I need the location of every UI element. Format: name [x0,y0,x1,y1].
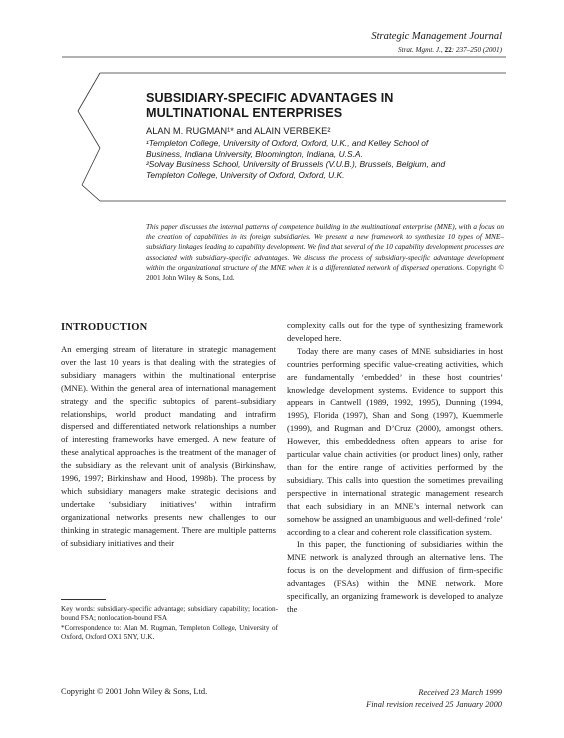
body-column-right [287,319,503,616]
paragraph: In this paper, the functioning of subsidiaries within the MNE network is analyzed through an alternative lens. The focus is on the development and diffusion of firm-specific advantages (FSAs) within the MNE network. More specifically, an organizing framework is developed to analyze the [287,539,503,614]
author-list: ALAN M. RUGMAN¹* and ALAIN VERBEKE² [146,126,331,136]
affiliation-line: Business, Indiana University, Bloomington, Indiana, U.S.A. [146,148,363,159]
header-chevron-lower-a [82,148,100,185]
affiliations [146,138,506,180]
citation-suffix: : 237–250 (2001) [451,46,502,54]
paragraph: An emerging stream of literature in strategic management over the last 10 years is that dealing with the strategies of subsidiary managers within the multinational enterprise (MNE). Within the general area of international management strategy and the specific subtopics of parent–subsidiary relationships, world product mandating and intrafirm dispersed and differentiated network relationships a number of interesting frameworks have emerged. A new feature of these analytical approaches is the treatment of the manager of the subsidiary as the relevant unit of analysis (Birkinshaw, 1996, 1997; Birkinshaw and Hood, 1998b). The process by which subsidiary managers make strategic decisions and undertake ‘subsidiary initiatives’ within intrafirm organizational networks presents new challenges to our thinking in strategic management. There are multiple patterns of subsidiary initiatives and their [61,344,276,548]
article-title [146,91,506,121]
paragraph: Today there are many cases of MNE subsidiaries in host countries performing specific value-creating activities, which are fundamentally ‘embedded’ in these host countries’ knowledge development systems. Evidence to support this appears in Cantwell (1989, 1992, 1995), Dunning (1994, 1995), Florida (1997), Shan and Song (1997), Kuemmerle (1999), and Rugman and D’Cruz (2000), amongst others. However, this embeddedness often appears to arise for particular value chain activities (or product lines) only, rather than for the entire range of activities performed by the subsidiary. This calls into question the sometimes prevailing perspective in international strategic management research that each subsidiary in an MNE’s internal network can somehow be assigned an unambiguous and well-defined ‘role’ according to a clear and coherent role classification system. [287,345,503,537]
header-chevron-upper-b [78,111,100,148]
affiliation-line: Templeton College, University of Oxford, Oxford, U.K. [146,169,345,180]
affiliation-line: ¹Templeton College, University of Oxford, Oxford, U.K., and Kelley School of [146,138,429,148]
keywords-footnote: Key words: subsidiary-specific advantage; subsidiary capability; location-bound FSA; nonlocation-bound FSA [61,605,278,623]
citation-volume: 22 [444,46,452,54]
citation-prefix: Strat. Mgmt. J., [397,46,443,54]
footnotes [61,605,278,643]
abstract-text: This paper discusses the internal patterns of competence building in the multinational enterprise (MNE), with a focus on the creation of capabilities in its foreign subsidiaries. We present a new framework to synthesize 10 types of MNE–subsidiary linkages leading to capability development. We find that several of the 10 capability development processes are associated with subsidiary-specific advantages. We discuss the process of subsidiary-specific advantage development within the organizational structure of the MNE when it is a differentiated network of dispersed operations. [146,222,504,272]
footer-dates [366,687,502,711]
footnote-rule [61,599,106,600]
footer-copyright: Copyright © 2001 John Wiley & Sons, Ltd. [61,687,208,696]
abstract [146,222,504,283]
title-line-2: MULTINATIONAL ENTERPRISES [146,106,343,120]
journal-name: Strategic Management Journal [371,31,502,42]
title-line-1: SUBSIDIARY-SPECIFIC ADVANTAGES IN [146,91,394,105]
section-heading: INTRODUCTION [61,322,148,333]
body-column-left [61,343,276,550]
revision-date: Final revision received 25 January 2000 [366,700,502,709]
received-date: Received 23 March 1999 [418,688,502,697]
affiliation-line: ²Solvay Business School, University of Brussels (V.U.B.), Brussels, Belgium, and [146,159,446,170]
paragraph: complexity calls out for the type of synthesizing framework developed here. [287,320,503,343]
header-chevron-upper-a [78,73,100,111]
header-chevron-lower-b [82,185,100,201]
correspondence-footnote: *Correspondence to: Alan M. Rugman, Templeton College, University of Oxford, Oxford OX1 5NY, U.K. [61,623,278,642]
abstract-copyright: Copyright © 2001 John Wiley & Sons, Ltd. [146,262,504,283]
